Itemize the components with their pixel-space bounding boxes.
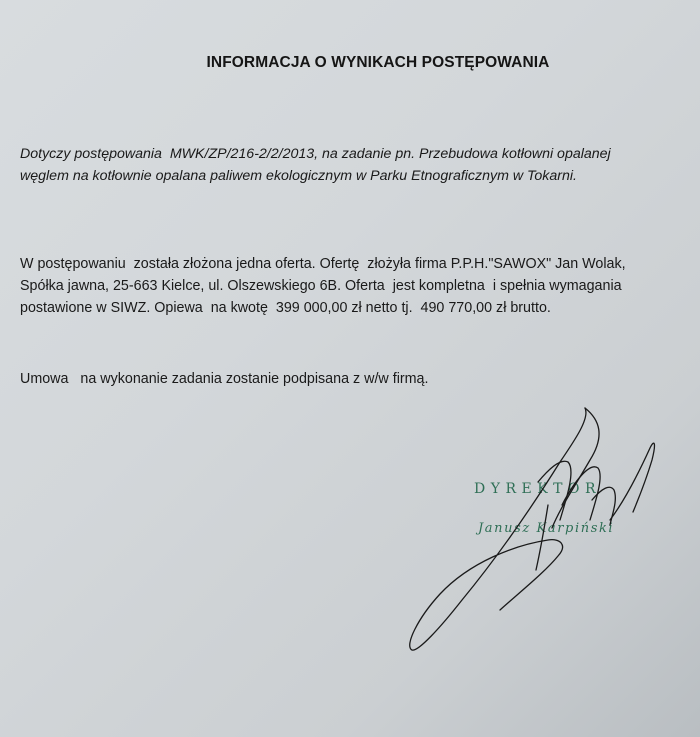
body-paragraph [20,253,696,319]
body-line: Spółka jawna, 25-663 Kielce, ul. Olszewskiego 6B. Oferta jest kompletna i spełnia wymagania [20,278,622,294]
intro-paragraph [20,143,690,187]
stamp-title: DYREKTOR [474,481,602,497]
agreement-sentence: Umowa na wykonanie zadania zostanie podpisana z w/w firmą. [20,371,429,387]
stamp-name: Janusz Karpiński [478,521,615,536]
document-title: INFORMACJA O WYNIKACH POSTĘPOWANIA [206,54,550,71]
body-line: postawione w SIWZ. Opiewa na kwotę 399 000,00 zł netto tj. 490 770,00 zł brutto. [20,300,551,316]
intro-line: węglem na kotłownie opalana paliwem ekologicznym w Parku Etnograficznym w Tokarni. [20,168,577,184]
intro-line: Dotyczy postępowania MWK/ZP/216-2/2/2013, na zadanie pn. Przebudowa kotłowni opalanej [20,146,611,162]
body-line: W postępowaniu została złożona jedna oferta. Ofertę złożyła firma P.P.H."SAWOX" Jan Wolak, [20,256,626,272]
